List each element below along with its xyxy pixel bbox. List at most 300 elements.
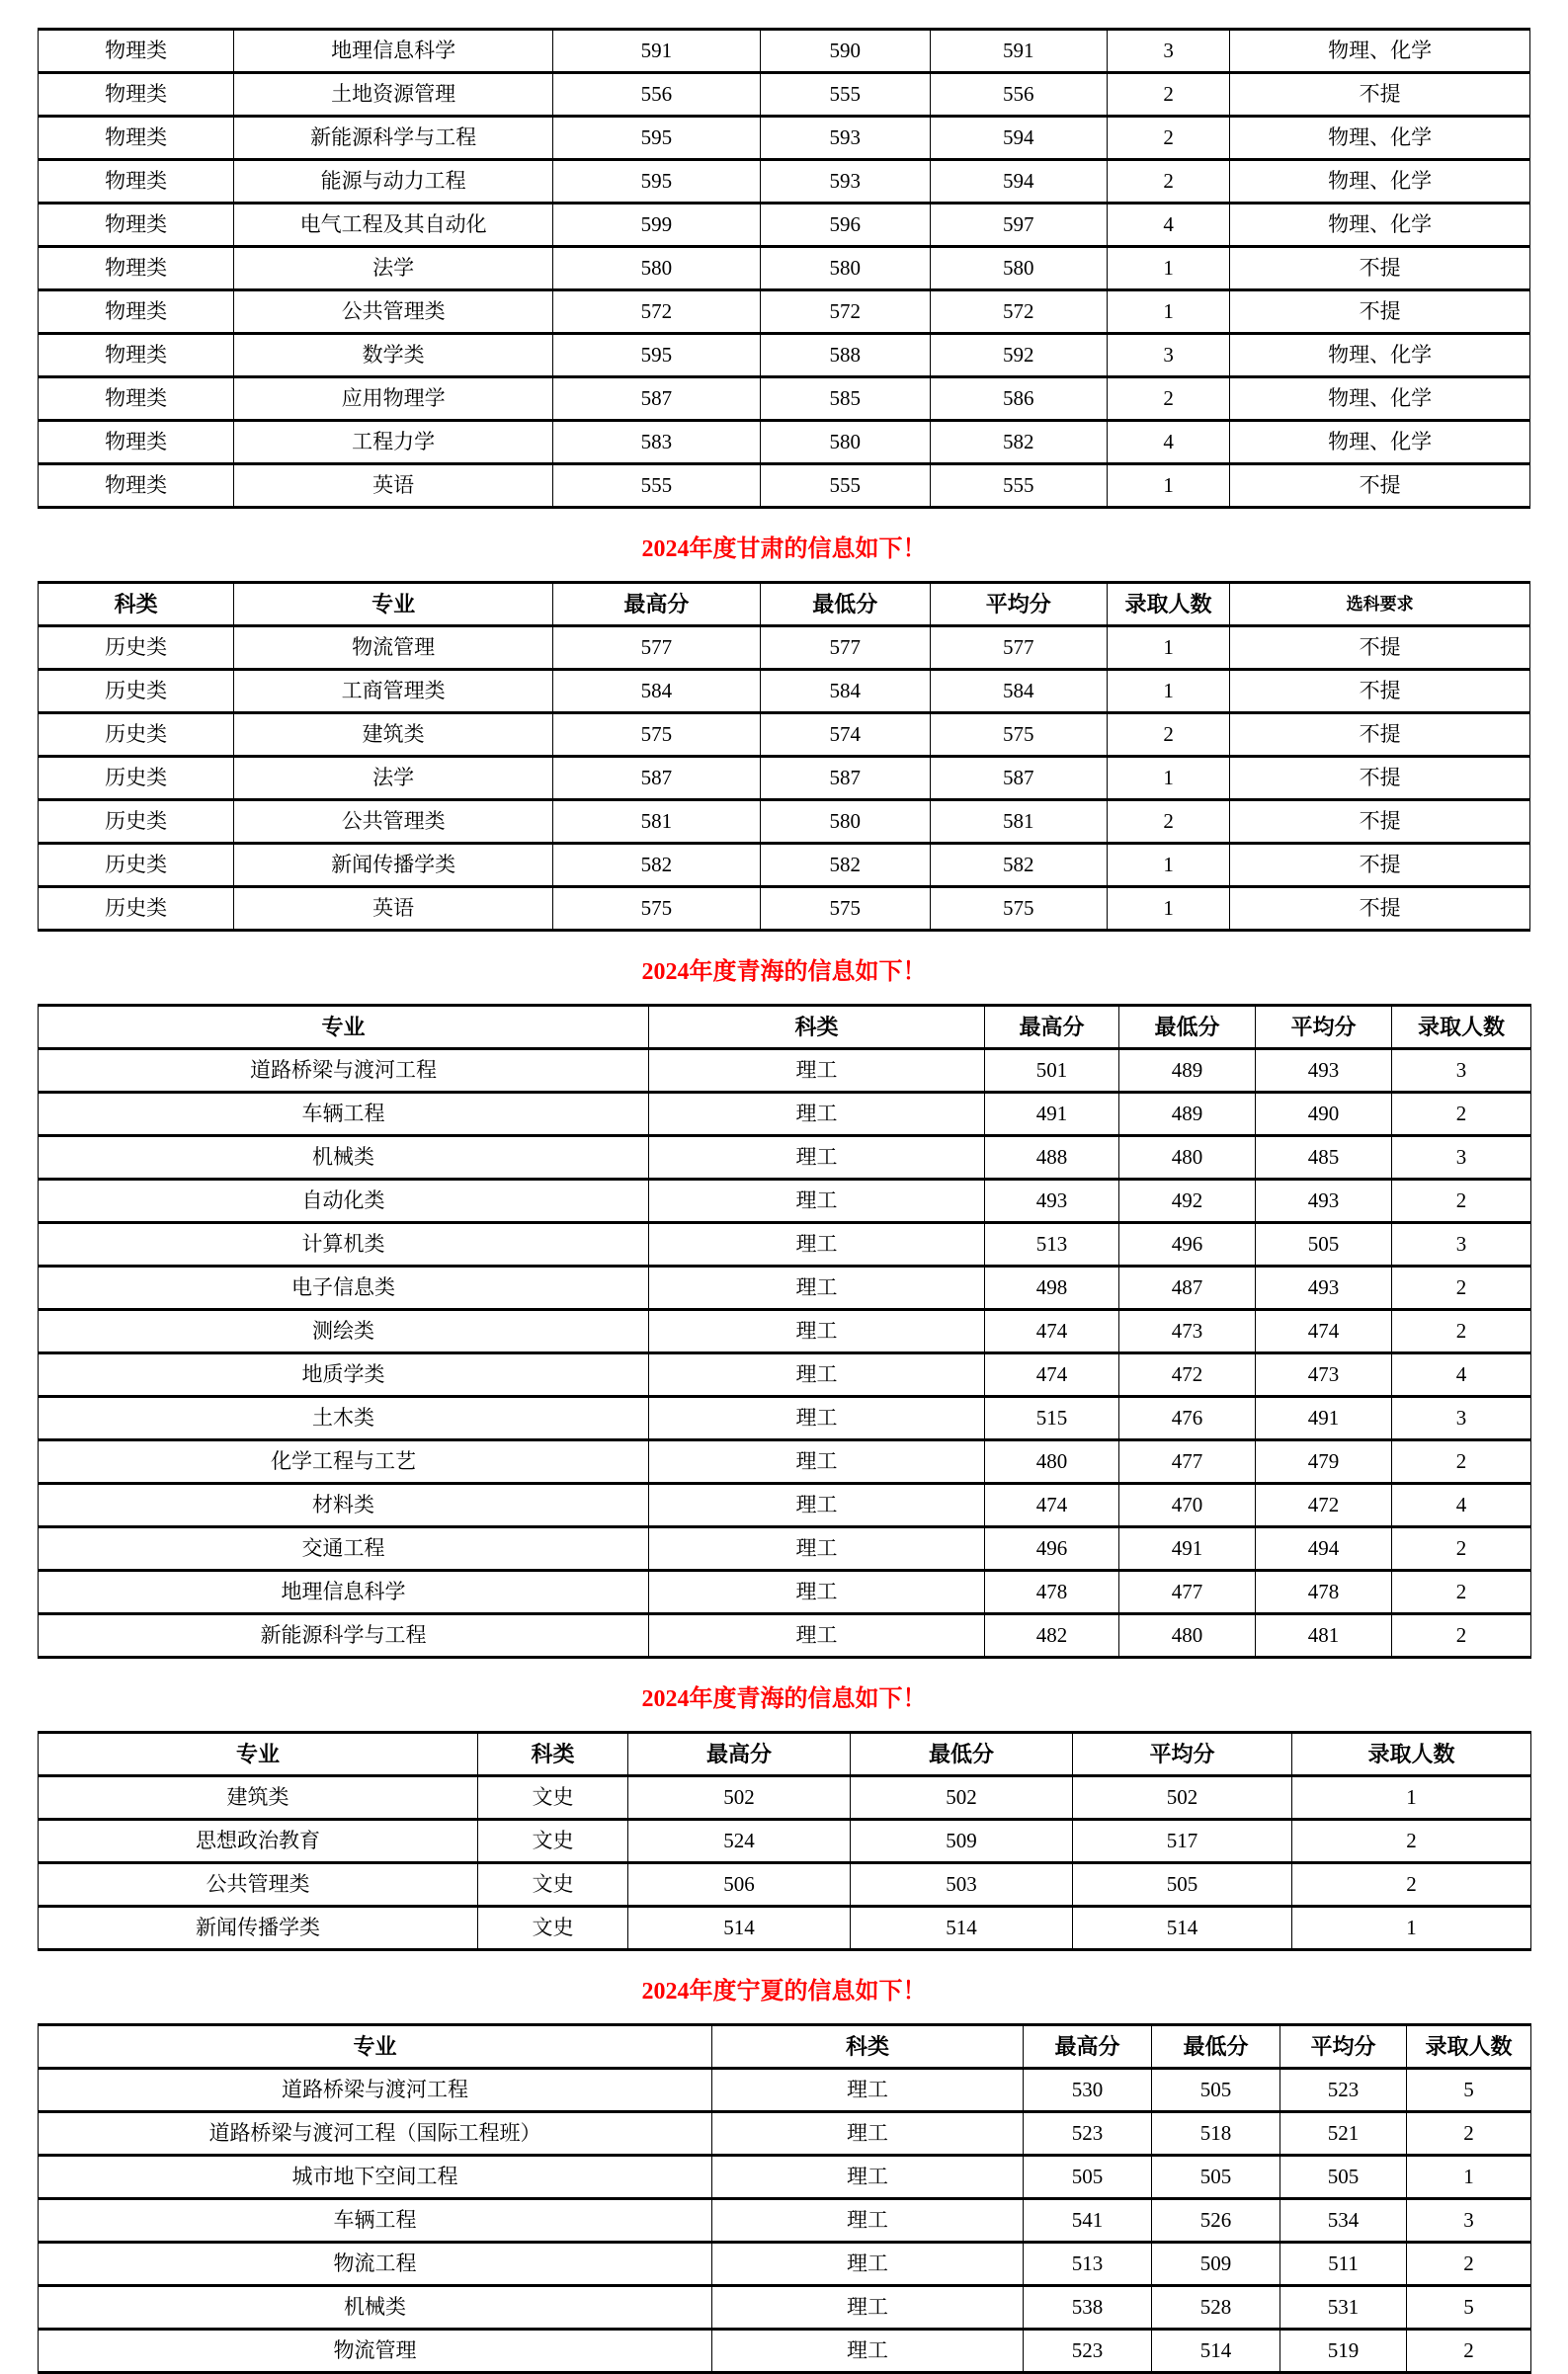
cell-max-score: 587: [553, 377, 761, 421]
cell-avg-score: 485: [1256, 1136, 1392, 1180]
cell-max-score: 505: [1024, 2156, 1152, 2199]
cell-major: 测绘类: [39, 1310, 649, 1353]
cell-max-score: 587: [553, 757, 761, 800]
table-header-row: [39, 1733, 1531, 1776]
table-row: [39, 2112, 1531, 2156]
cell-kelei: 历史类: [39, 887, 234, 931]
cell-min-score: 505: [1152, 2156, 1280, 2199]
cell-avg-score: 521: [1280, 2112, 1407, 2156]
table-qinghai-ligong: [38, 1004, 1531, 1659]
cell-major: 道路桥梁与渡河工程: [39, 1049, 649, 1093]
header-min-score: 最低分: [851, 1733, 1073, 1776]
cell-kelei: 文史: [478, 1776, 628, 1820]
cell-admitted-count: 2: [1392, 1527, 1531, 1571]
cell-avg-score: 575: [930, 887, 1107, 931]
cell-admitted-count: 2: [1392, 1180, 1531, 1223]
cell-max-score: 523: [1024, 2330, 1152, 2373]
cell-avg-score: 473: [1256, 1353, 1392, 1397]
cell-major: 思想政治教育: [39, 1820, 478, 1863]
cell-min-score: 593: [760, 160, 930, 204]
cell-avg-score: 584: [930, 670, 1107, 713]
cell-min-score: 514: [1152, 2330, 1280, 2373]
table-row: [39, 30, 1530, 73]
cell-major: 建筑类: [39, 1776, 478, 1820]
cell-major: 新能源科学与工程: [39, 1614, 649, 1658]
table-row: [39, 377, 1530, 421]
table-row: [39, 1571, 1531, 1614]
table-body-ningxia: [39, 2069, 1531, 2373]
cell-kelei: 物理类: [39, 377, 234, 421]
cell-kelei: 文史: [478, 1863, 628, 1907]
table-row: [39, 1614, 1531, 1658]
cell-avg-score: 594: [930, 160, 1107, 204]
cell-admitted-count: 2: [1107, 73, 1230, 117]
table-row: [39, 334, 1530, 377]
cell-admitted-count: 1: [1107, 626, 1230, 670]
cell-admitted-count: 1: [1107, 290, 1230, 334]
cell-min-score: 477: [1119, 1440, 1256, 1484]
cell-kelei: 文史: [478, 1820, 628, 1863]
cell-kelei: 理工: [712, 2330, 1024, 2373]
header-subject-requirement: 选科要求: [1230, 583, 1530, 626]
cell-admitted-count: 4: [1392, 1353, 1531, 1397]
cell-avg-score: 505: [1256, 1223, 1392, 1267]
cell-max-score: 515: [985, 1397, 1119, 1440]
cell-min-score: 509: [851, 1820, 1073, 1863]
cell-min-score: 580: [760, 421, 930, 464]
header-major: 专业: [234, 583, 553, 626]
cell-max-score: 482: [985, 1614, 1119, 1658]
table-row: [39, 1136, 1531, 1180]
cell-max-score: 506: [628, 1863, 851, 1907]
table-head-gansu: [39, 583, 1530, 626]
cell-major: 车辆工程: [39, 1093, 649, 1136]
cell-max-score: 572: [553, 290, 761, 334]
cell-kelei: 理工: [649, 1440, 985, 1484]
cell-max-score: 493: [985, 1180, 1119, 1223]
table-jiangsu-physics: [38, 28, 1530, 509]
cell-avg-score: 519: [1280, 2330, 1407, 2373]
cell-admitted-count: 1: [1292, 1776, 1531, 1820]
cell-kelei: 理工: [649, 1397, 985, 1440]
header-max-score: 最高分: [985, 1006, 1119, 1049]
table-row: [39, 1863, 1531, 1907]
cell-subject-requirement: 物理、化学: [1230, 377, 1530, 421]
cell-major: 电子信息类: [39, 1267, 649, 1310]
cell-major: 道路桥梁与渡河工程: [39, 2069, 712, 2112]
header-kelei: 科类: [649, 1006, 985, 1049]
cell-max-score: 575: [553, 887, 761, 931]
table-body-qinghai-wenshi: [39, 1776, 1531, 1950]
cell-admitted-count: 1: [1292, 1907, 1531, 1950]
cell-major: 交通工程: [39, 1527, 649, 1571]
cell-admitted-count: 1: [1107, 887, 1230, 931]
cell-kelei: 理工: [712, 2243, 1024, 2286]
cell-kelei: 物理类: [39, 464, 234, 508]
cell-major: 机械类: [39, 1136, 649, 1180]
cell-kelei: 物理类: [39, 247, 234, 290]
table-row: [39, 1776, 1531, 1820]
cell-admitted-count: 2: [1392, 1310, 1531, 1353]
cell-max-score: 496: [985, 1527, 1119, 1571]
table-row: [39, 2330, 1531, 2373]
cell-kelei: 理工: [649, 1093, 985, 1136]
cell-admitted-count: 2: [1107, 160, 1230, 204]
cell-kelei: 物理类: [39, 117, 234, 160]
cell-admitted-count: 2: [1407, 2330, 1531, 2373]
header-max-score: 最高分: [553, 583, 761, 626]
cell-subject-requirement: 不提: [1230, 247, 1530, 290]
cell-min-score: 575: [760, 887, 930, 931]
cell-kelei: 物理类: [39, 30, 234, 73]
cell-admitted-count: 2: [1392, 1093, 1531, 1136]
table-ningxia: [38, 2023, 1531, 2374]
cell-major: 计算机类: [39, 1223, 649, 1267]
cell-max-score: 491: [985, 1093, 1119, 1136]
cell-avg-score: 555: [930, 464, 1107, 508]
cell-admitted-count: 4: [1392, 1484, 1531, 1527]
cell-major: 公共管理类: [234, 290, 553, 334]
cell-avg-score: 582: [930, 421, 1107, 464]
table-row: [39, 670, 1530, 713]
table-gansu: [38, 581, 1530, 932]
table-row: [39, 160, 1530, 204]
cell-max-score: 474: [985, 1310, 1119, 1353]
cell-min-score: 496: [1119, 1223, 1256, 1267]
cell-min-score: 518: [1152, 2112, 1280, 2156]
cell-max-score: 530: [1024, 2069, 1152, 2112]
cell-max-score: 581: [553, 800, 761, 844]
cell-avg-score: 597: [930, 204, 1107, 247]
cell-min-score: 514: [851, 1907, 1073, 1950]
cell-major: 物流管理: [39, 2330, 712, 2373]
cell-major: 公共管理类: [39, 1863, 478, 1907]
header-admitted-count: 录取人数: [1392, 1006, 1531, 1049]
cell-major: 机械类: [39, 2286, 712, 2330]
table-row: [39, 2199, 1531, 2243]
table-row: [39, 800, 1530, 844]
table-row: [39, 1820, 1531, 1863]
cell-min-score: 509: [1152, 2243, 1280, 2286]
header-major: 专业: [39, 1733, 478, 1776]
cell-major: 城市地下空间工程: [39, 2156, 712, 2199]
cell-avg-score: 580: [930, 247, 1107, 290]
cell-major: 土木类: [39, 1397, 649, 1440]
cell-major: 工商管理类: [234, 670, 553, 713]
cell-min-score: 582: [760, 844, 930, 887]
table-row: [39, 626, 1530, 670]
table-row: [39, 1397, 1531, 1440]
cell-kelei: 历史类: [39, 626, 234, 670]
cell-min-score: 505: [1152, 2069, 1280, 2112]
cell-admitted-count: 1: [1107, 757, 1230, 800]
cell-major: 新闻传播学类: [234, 844, 553, 887]
header-min-score: 最低分: [760, 583, 930, 626]
table-row: [39, 1484, 1531, 1527]
cell-min-score: 593: [760, 117, 930, 160]
cell-avg-score: 531: [1280, 2286, 1407, 2330]
cell-min-score: 574: [760, 713, 930, 757]
table-row: [39, 887, 1530, 931]
table-row: [39, 2243, 1531, 2286]
cell-kelei: 历史类: [39, 800, 234, 844]
cell-kelei: 理工: [649, 1180, 985, 1223]
cell-subject-requirement: 不提: [1230, 757, 1530, 800]
cell-kelei: 理工: [649, 1353, 985, 1397]
cell-subject-requirement: 不提: [1230, 73, 1530, 117]
cell-admitted-count: 3: [1392, 1136, 1531, 1180]
cell-subject-requirement: 不提: [1230, 626, 1530, 670]
table-row: [39, 1093, 1531, 1136]
cell-max-score: 513: [985, 1223, 1119, 1267]
cell-avg-score: 491: [1256, 1397, 1392, 1440]
cell-max-score: 501: [985, 1049, 1119, 1093]
cell-major: 化学工程与工艺: [39, 1440, 649, 1484]
cell-admitted-count: 5: [1407, 2069, 1531, 2112]
cell-major: 自动化类: [39, 1180, 649, 1223]
cell-admitted-count: 4: [1107, 204, 1230, 247]
header-avg-score: 平均分: [1256, 1006, 1392, 1049]
cell-min-score: 491: [1119, 1527, 1256, 1571]
cell-admitted-count: 3: [1392, 1223, 1531, 1267]
cell-kelei: 理工: [649, 1571, 985, 1614]
cell-kelei: 物理类: [39, 160, 234, 204]
cell-avg-score: 592: [930, 334, 1107, 377]
cell-max-score: 514: [628, 1907, 851, 1950]
cell-min-score: 588: [760, 334, 930, 377]
cell-avg-score: 481: [1256, 1614, 1392, 1658]
cell-avg-score: 502: [1073, 1776, 1292, 1820]
cell-avg-score: 581: [930, 800, 1107, 844]
cell-kelei: 理工: [649, 1614, 985, 1658]
header-min-score: 最低分: [1119, 1006, 1256, 1049]
cell-admitted-count: 1: [1107, 464, 1230, 508]
cell-admitted-count: 2: [1407, 2112, 1531, 2156]
cell-subject-requirement: 物理、化学: [1230, 334, 1530, 377]
table-row: [39, 2156, 1531, 2199]
cell-avg-score: 591: [930, 30, 1107, 73]
cell-max-score: 595: [553, 160, 761, 204]
cell-kelei: 理工: [712, 2199, 1024, 2243]
cell-major: 物流工程: [39, 2243, 712, 2286]
cell-admitted-count: 2: [1392, 1440, 1531, 1484]
cell-major: 地理信息科学: [234, 30, 553, 73]
table-row: [39, 1353, 1531, 1397]
cell-min-score: 470: [1119, 1484, 1256, 1527]
table-body-qinghai-ligong: [39, 1049, 1531, 1658]
table-row: [39, 1180, 1531, 1223]
header-admitted-count: 录取人数: [1407, 2025, 1531, 2069]
cell-avg-score: 505: [1280, 2156, 1407, 2199]
cell-min-score: 473: [1119, 1310, 1256, 1353]
cell-admitted-count: 1: [1107, 670, 1230, 713]
cell-major: 物流管理: [234, 626, 553, 670]
cell-avg-score: 494: [1256, 1527, 1392, 1571]
table-header-row: [39, 1006, 1531, 1049]
cell-major: 土地资源管理: [234, 73, 553, 117]
header-avg-score: 平均分: [1073, 1733, 1292, 1776]
table-body-gansu: [39, 626, 1530, 931]
cell-major: 地质学类: [39, 1353, 649, 1397]
cell-major: 法学: [234, 247, 553, 290]
cell-major: 法学: [234, 757, 553, 800]
header-kelei: 科类: [478, 1733, 628, 1776]
cell-max-score: 478: [985, 1571, 1119, 1614]
cell-avg-score: 478: [1256, 1571, 1392, 1614]
cell-avg-score: 472: [1256, 1484, 1392, 1527]
section-title-gansu: 2024年度甘肃的信息如下！: [641, 536, 927, 562]
cell-major: 电气工程及其自动化: [234, 204, 553, 247]
header-major: 专业: [39, 2025, 712, 2069]
cell-avg-score: 479: [1256, 1440, 1392, 1484]
cell-major: 能源与动力工程: [234, 160, 553, 204]
cell-admitted-count: 2: [1392, 1267, 1531, 1310]
cell-max-score: 488: [985, 1136, 1119, 1180]
cell-subject-requirement: 不提: [1230, 290, 1530, 334]
table-row: [39, 464, 1530, 508]
cell-max-score: 582: [553, 844, 761, 887]
cell-max-score: 555: [553, 464, 761, 508]
section-title-qinghai-ligong: 2024年度青海的信息如下！: [641, 959, 927, 985]
cell-min-score: 489: [1119, 1049, 1256, 1093]
cell-kelei: 理工: [712, 2286, 1024, 2330]
cell-avg-score: 523: [1280, 2069, 1407, 2112]
table-head-qinghai-ligong: [39, 1006, 1531, 1049]
table-row: [39, 1049, 1531, 1093]
table-row: [39, 247, 1530, 290]
table-row: [39, 1440, 1531, 1484]
cell-admitted-count: 2: [1107, 117, 1230, 160]
header-kelei: 科类: [712, 2025, 1024, 2069]
cell-max-score: 556: [553, 73, 761, 117]
cell-avg-score: 474: [1256, 1310, 1392, 1353]
cell-admitted-count: 1: [1107, 844, 1230, 887]
cell-kelei: 理工: [649, 1223, 985, 1267]
cell-major: 英语: [234, 464, 553, 508]
cell-subject-requirement: 不提: [1230, 464, 1530, 508]
cell-max-score: 595: [553, 117, 761, 160]
cell-subject-requirement: 不提: [1230, 887, 1530, 931]
cell-admitted-count: 3: [1407, 2199, 1531, 2243]
cell-major: 工程力学: [234, 421, 553, 464]
table-head-qinghai-wenshi: [39, 1733, 1531, 1776]
cell-kelei: 物理类: [39, 421, 234, 464]
cell-min-score: 555: [760, 464, 930, 508]
cell-avg-score: 517: [1073, 1820, 1292, 1863]
cell-major: 英语: [234, 887, 553, 931]
header-max-score: 最高分: [1024, 2025, 1152, 2069]
cell-min-score: 580: [760, 247, 930, 290]
cell-avg-score: 594: [930, 117, 1107, 160]
table-header-row: [39, 2025, 1531, 2069]
cell-min-score: 528: [1152, 2286, 1280, 2330]
cell-subject-requirement: 不提: [1230, 844, 1530, 887]
cell-min-score: 487: [1119, 1267, 1256, 1310]
header-admitted-count: 录取人数: [1292, 1733, 1531, 1776]
cell-min-score: 480: [1119, 1614, 1256, 1658]
header-max-score: 最高分: [628, 1733, 851, 1776]
cell-avg-score: 493: [1256, 1267, 1392, 1310]
table-body-jiangsu-physics: [39, 30, 1530, 508]
cell-min-score: 577: [760, 626, 930, 670]
header-admitted-count: 录取人数: [1107, 583, 1230, 626]
cell-max-score: 480: [985, 1440, 1119, 1484]
table-row: [39, 1223, 1531, 1267]
cell-max-score: 583: [553, 421, 761, 464]
cell-admitted-count: 4: [1107, 421, 1230, 464]
cell-min-score: 555: [760, 73, 930, 117]
cell-max-score: 575: [553, 713, 761, 757]
cell-kelei: 理工: [712, 2112, 1024, 2156]
cell-admitted-count: 5: [1407, 2286, 1531, 2330]
cell-min-score: 502: [851, 1776, 1073, 1820]
cell-subject-requirement: 不提: [1230, 713, 1530, 757]
cell-admitted-count: 2: [1292, 1863, 1531, 1907]
cell-major: 地理信息科学: [39, 1571, 649, 1614]
table-row: [39, 1267, 1531, 1310]
cell-admitted-count: 3: [1107, 30, 1230, 73]
table-row: [39, 2286, 1531, 2330]
cell-kelei: 文史: [478, 1907, 628, 1950]
cell-subject-requirement: 不提: [1230, 800, 1530, 844]
header-avg-score: 平均分: [930, 583, 1107, 626]
cell-max-score: 502: [628, 1776, 851, 1820]
cell-max-score: 580: [553, 247, 761, 290]
header-kelei: 科类: [39, 583, 234, 626]
cell-min-score: 476: [1119, 1397, 1256, 1440]
cell-min-score: 492: [1119, 1180, 1256, 1223]
cell-kelei: 历史类: [39, 844, 234, 887]
cell-major: 车辆工程: [39, 2199, 712, 2243]
section-title-qinghai-wenshi: 2024年度青海的信息如下！: [641, 1686, 927, 1712]
cell-min-score: 596: [760, 204, 930, 247]
cell-admitted-count: 3: [1392, 1397, 1531, 1440]
cell-major: 应用物理学: [234, 377, 553, 421]
table-header-row: [39, 583, 1530, 626]
cell-avg-score: 493: [1256, 1180, 1392, 1223]
cell-min-score: 480: [1119, 1136, 1256, 1180]
cell-subject-requirement: 物理、化学: [1230, 421, 1530, 464]
table-row: [39, 117, 1530, 160]
cell-kelei: 理工: [649, 1049, 985, 1093]
cell-major: 道路桥梁与渡河工程（国际工程班）: [39, 2112, 712, 2156]
table-row: [39, 421, 1530, 464]
cell-min-score: 526: [1152, 2199, 1280, 2243]
cell-major: 公共管理类: [234, 800, 553, 844]
header-min-score: 最低分: [1152, 2025, 1280, 2069]
cell-min-score: 580: [760, 800, 930, 844]
cell-max-score: 524: [628, 1820, 851, 1863]
header-major: 专业: [39, 1006, 649, 1049]
cell-max-score: 474: [985, 1484, 1119, 1527]
cell-major: 材料类: [39, 1484, 649, 1527]
cell-kelei: 理工: [649, 1484, 985, 1527]
cell-avg-score: 556: [930, 73, 1107, 117]
cell-subject-requirement: 不提: [1230, 670, 1530, 713]
cell-avg-score: 582: [930, 844, 1107, 887]
cell-admitted-count: 2: [1107, 713, 1230, 757]
cell-avg-score: 511: [1280, 2243, 1407, 2286]
cell-admitted-count: 1: [1107, 247, 1230, 290]
cell-kelei: 理工: [649, 1136, 985, 1180]
table-row: [39, 1907, 1531, 1950]
cell-subject-requirement: 物理、化学: [1230, 117, 1530, 160]
cell-max-score: 474: [985, 1353, 1119, 1397]
cell-max-score: 538: [1024, 2286, 1152, 2330]
cell-kelei: 理工: [649, 1527, 985, 1571]
cell-max-score: 541: [1024, 2199, 1152, 2243]
cell-admitted-count: 2: [1392, 1571, 1531, 1614]
